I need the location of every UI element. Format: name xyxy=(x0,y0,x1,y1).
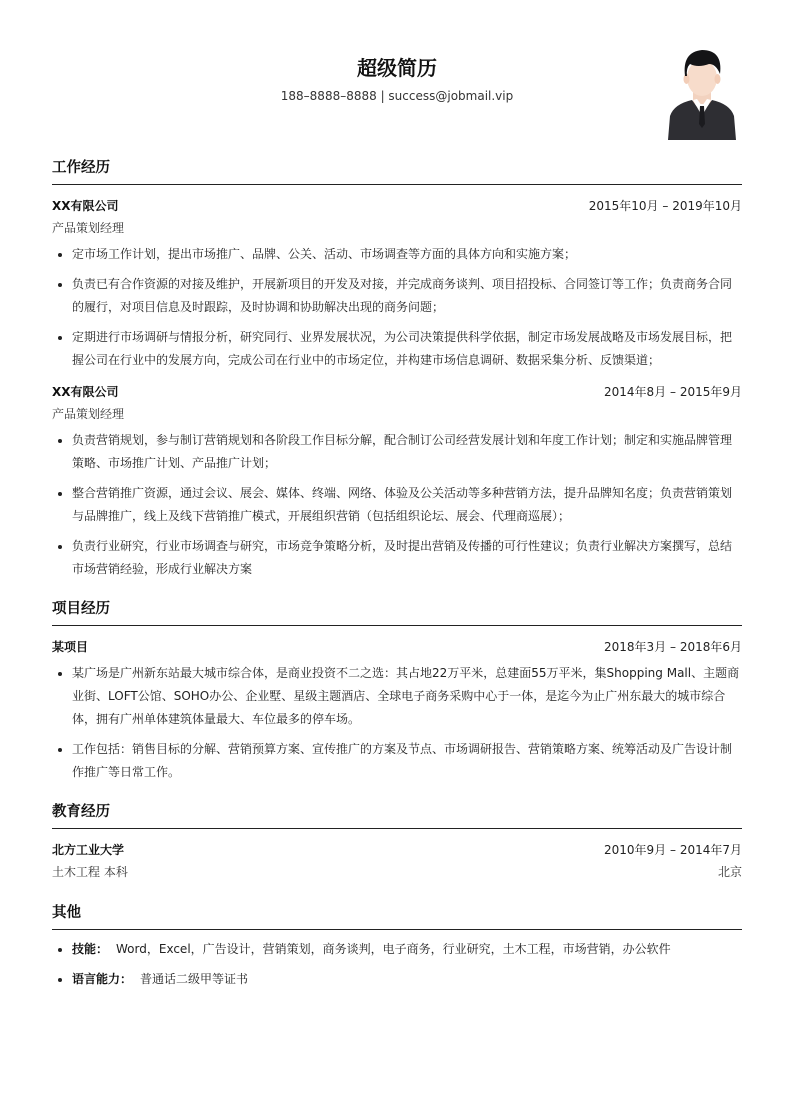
work-entry xyxy=(52,193,742,372)
section-title-work: 工作经历 xyxy=(52,160,110,176)
date-range: 2014年8月 – 2015年9月 xyxy=(604,384,742,399)
date-range: 2015年10月 – 2019年10月 xyxy=(588,198,742,213)
list-item: • 负责营销规划，参与制订营销规划和各阶段工作目标分解，配合制订公司经营发展计划和年度工作计划；制定和实施品牌管理策略、市场推广计划、产品推广计划； xyxy=(72,429,742,475)
project-detail-list xyxy=(52,662,742,784)
school-location: 北京 xyxy=(717,865,742,879)
language-item xyxy=(72,968,742,991)
date-range: 2010年9月 – 2014年7月 xyxy=(604,842,742,857)
list-item: • 定市场工作计划，提出市场推广、品牌、公关、活动、市场调查等方面的具体方向和实施方案； xyxy=(72,243,742,266)
list-item: • 某广场是广州新东站最大城市综合体，是商业投资不二之选：其占地22万平米，总建面55万平米，集Shopping Mall、主题商业街、LOFT公馆、SOHO办公、企业墅、星级主题酒店、全球电子商务采购中心于一体，是迄今为止广州东最大的城市综合体，拥有广州单体建筑体量最大、车位最多的停车场。 xyxy=(72,662,742,731)
language-value: 普通话二级甲等证书 xyxy=(140,972,249,986)
duty-list xyxy=(52,243,742,372)
skills-label: 技能： xyxy=(72,942,109,956)
section-divider xyxy=(52,184,742,185)
other-list xyxy=(52,938,742,991)
list-item: • 负责已有合作资源的对接及维护，开展新项目的开发及对接，并完成商务谈判、项目招投标、合同签订等工作；负责商务合同的履行，对项目信息及时跟踪，及时协调和协助解决出现的商务问题； xyxy=(72,273,742,319)
section-title-projects: 项目经历 xyxy=(52,601,110,617)
major-degree: 土木工程 本科 xyxy=(52,865,128,879)
job-title: 产品策划经理 xyxy=(52,407,125,421)
list-item: • 负责行业研究，行业市场调查与研究，市场竞争策略分析，及时提出营销及传播的可行性建议；负责行业解决方案撰写，总结市场营销经验，形成行业解决方案 xyxy=(72,535,742,581)
resume-header xyxy=(52,0,742,150)
date-range: 2018年3月 – 2018年6月 xyxy=(604,639,742,654)
education-section xyxy=(52,800,742,883)
project-entry xyxy=(52,634,742,784)
company-name: XX有限公司 xyxy=(52,384,119,399)
contact-info: 188–8888–8888 | success@jobmail.vip xyxy=(280,89,514,103)
language-label: 语言能力： xyxy=(72,972,133,986)
list-item: • 定期进行市场调研与情报分析，研究同行、业界发展状况，为公司决策提供科学依据，制定市场发展战略及市场发展目标，把握公司在行业中的发展方向，完成公司在行业中的市场定位，并构建市场信息调研、数据采集分析、反馈渠道； xyxy=(72,326,742,372)
skills-item xyxy=(72,938,742,961)
company-name: XX有限公司 xyxy=(52,198,119,213)
section-divider xyxy=(52,929,742,930)
section-divider xyxy=(52,625,742,626)
section-divider xyxy=(52,828,742,829)
other-section xyxy=(52,901,742,991)
skills-value: Word，Excel，广告设计，营销策划，商务谈判，电子商务，行业研究，土木工程，市场营销，办公软件 xyxy=(116,942,671,956)
work-entry xyxy=(52,379,742,581)
list-item: • 工作包括：销售目标的分解、营销预算方案、宣传推广的方案及节点、市场调研报告、营销策略方案、统筹活动及广告设计制作推广等日常工作。 xyxy=(72,738,742,784)
school-name: 北方工业大学 xyxy=(52,842,125,857)
section-title-education: 教育经历 xyxy=(52,804,110,820)
avatar xyxy=(666,44,738,140)
project-name: 某项目 xyxy=(52,639,89,654)
resume-name: 超级简历 xyxy=(357,56,437,80)
duty-list xyxy=(52,429,742,581)
list-item: • 整合营销推广资源，通过会议、展会、媒体、终端、网络、体验及公关活动等多种营销方法，提升品牌知名度；负责营销策划与品牌推广，线上及线下营销推广模式，开展组织营销（包括组织论坛、展会、代理商巡展）； xyxy=(72,482,742,528)
job-title: 产品策划经理 xyxy=(52,221,125,235)
work-section xyxy=(52,156,742,581)
project-section xyxy=(52,597,742,784)
section-title-other: 其他 xyxy=(52,905,81,921)
